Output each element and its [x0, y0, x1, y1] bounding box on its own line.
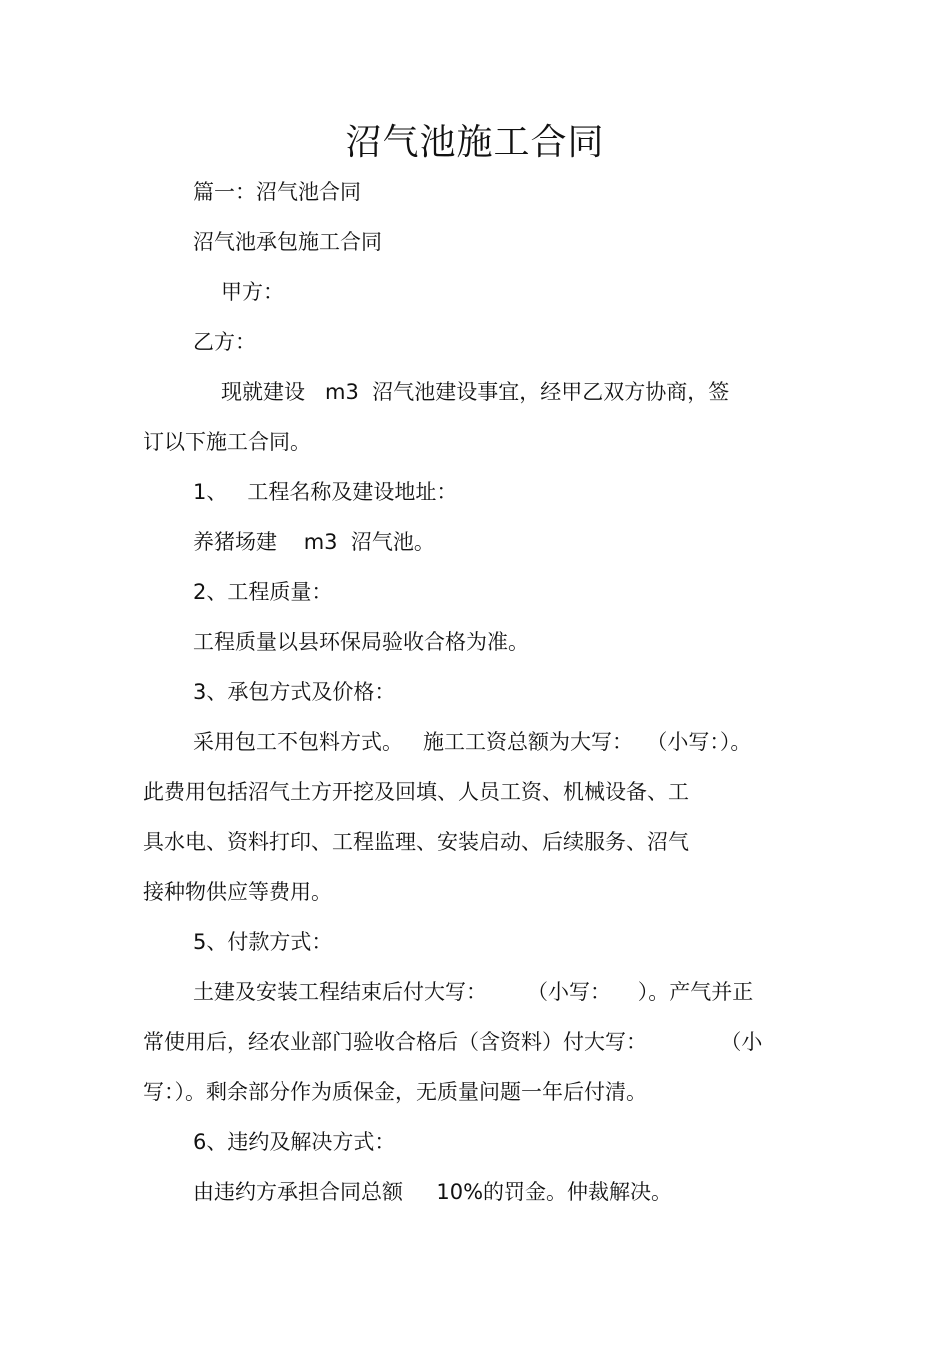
clause-text: 土建及安装工程结束后付大写： （小写： ）。产气并正	[193, 980, 754, 1004]
clause-heading: 1、 工程名称及建设地址：	[193, 480, 458, 504]
contract-subtitle: 沼气池承包施工合同	[193, 230, 382, 254]
party-a-label: 甲方：	[221, 280, 284, 304]
party-b-label: 乙方：	[193, 330, 256, 354]
clause-text: 此费用包括沼气土方开挖及回填、人员工资、机械设备、工	[143, 780, 689, 804]
clause-heading: 3、承包方式及价格：	[193, 680, 396, 704]
intro-paragraph-line: 现就建设 m3 沼气池建设事宜，经甲乙双方协商，签	[221, 380, 730, 404]
clause-heading: 5、付款方式：	[193, 930, 333, 954]
clause-heading: 2、工程质量：	[193, 580, 333, 604]
clause-text: 具水电、资料打印、工程监理、安装启动、后续服务、沼气	[143, 830, 689, 854]
document-title: 沼气池施工合同	[345, 122, 605, 163]
clause-heading: 6、违约及解决方式：	[193, 1130, 396, 1154]
clause-text: 写：）。剩余部分作为质保金，无质量问题一年后付清。	[143, 1080, 647, 1104]
clause-text: 常使用后，经农业部门验收合格后（含资料）付大写： （小	[143, 1030, 763, 1054]
clause-text: 采用包工不包料方式。 施工工资总额为大写： （小写：）。	[193, 730, 752, 754]
clause-text: 接种物供应等费用。	[143, 880, 332, 904]
clause-text: 养猪场建 m3 沼气池。	[193, 530, 435, 554]
intro-paragraph-line: 订以下施工合同。	[143, 430, 311, 454]
clause-text: 由违约方承担合同总额 10%的罚金。仲裁解决。	[193, 1180, 673, 1204]
section-heading: 篇一：沼气池合同	[193, 180, 361, 204]
clause-text: 工程质量以县环保局验收合格为准。	[193, 630, 529, 654]
